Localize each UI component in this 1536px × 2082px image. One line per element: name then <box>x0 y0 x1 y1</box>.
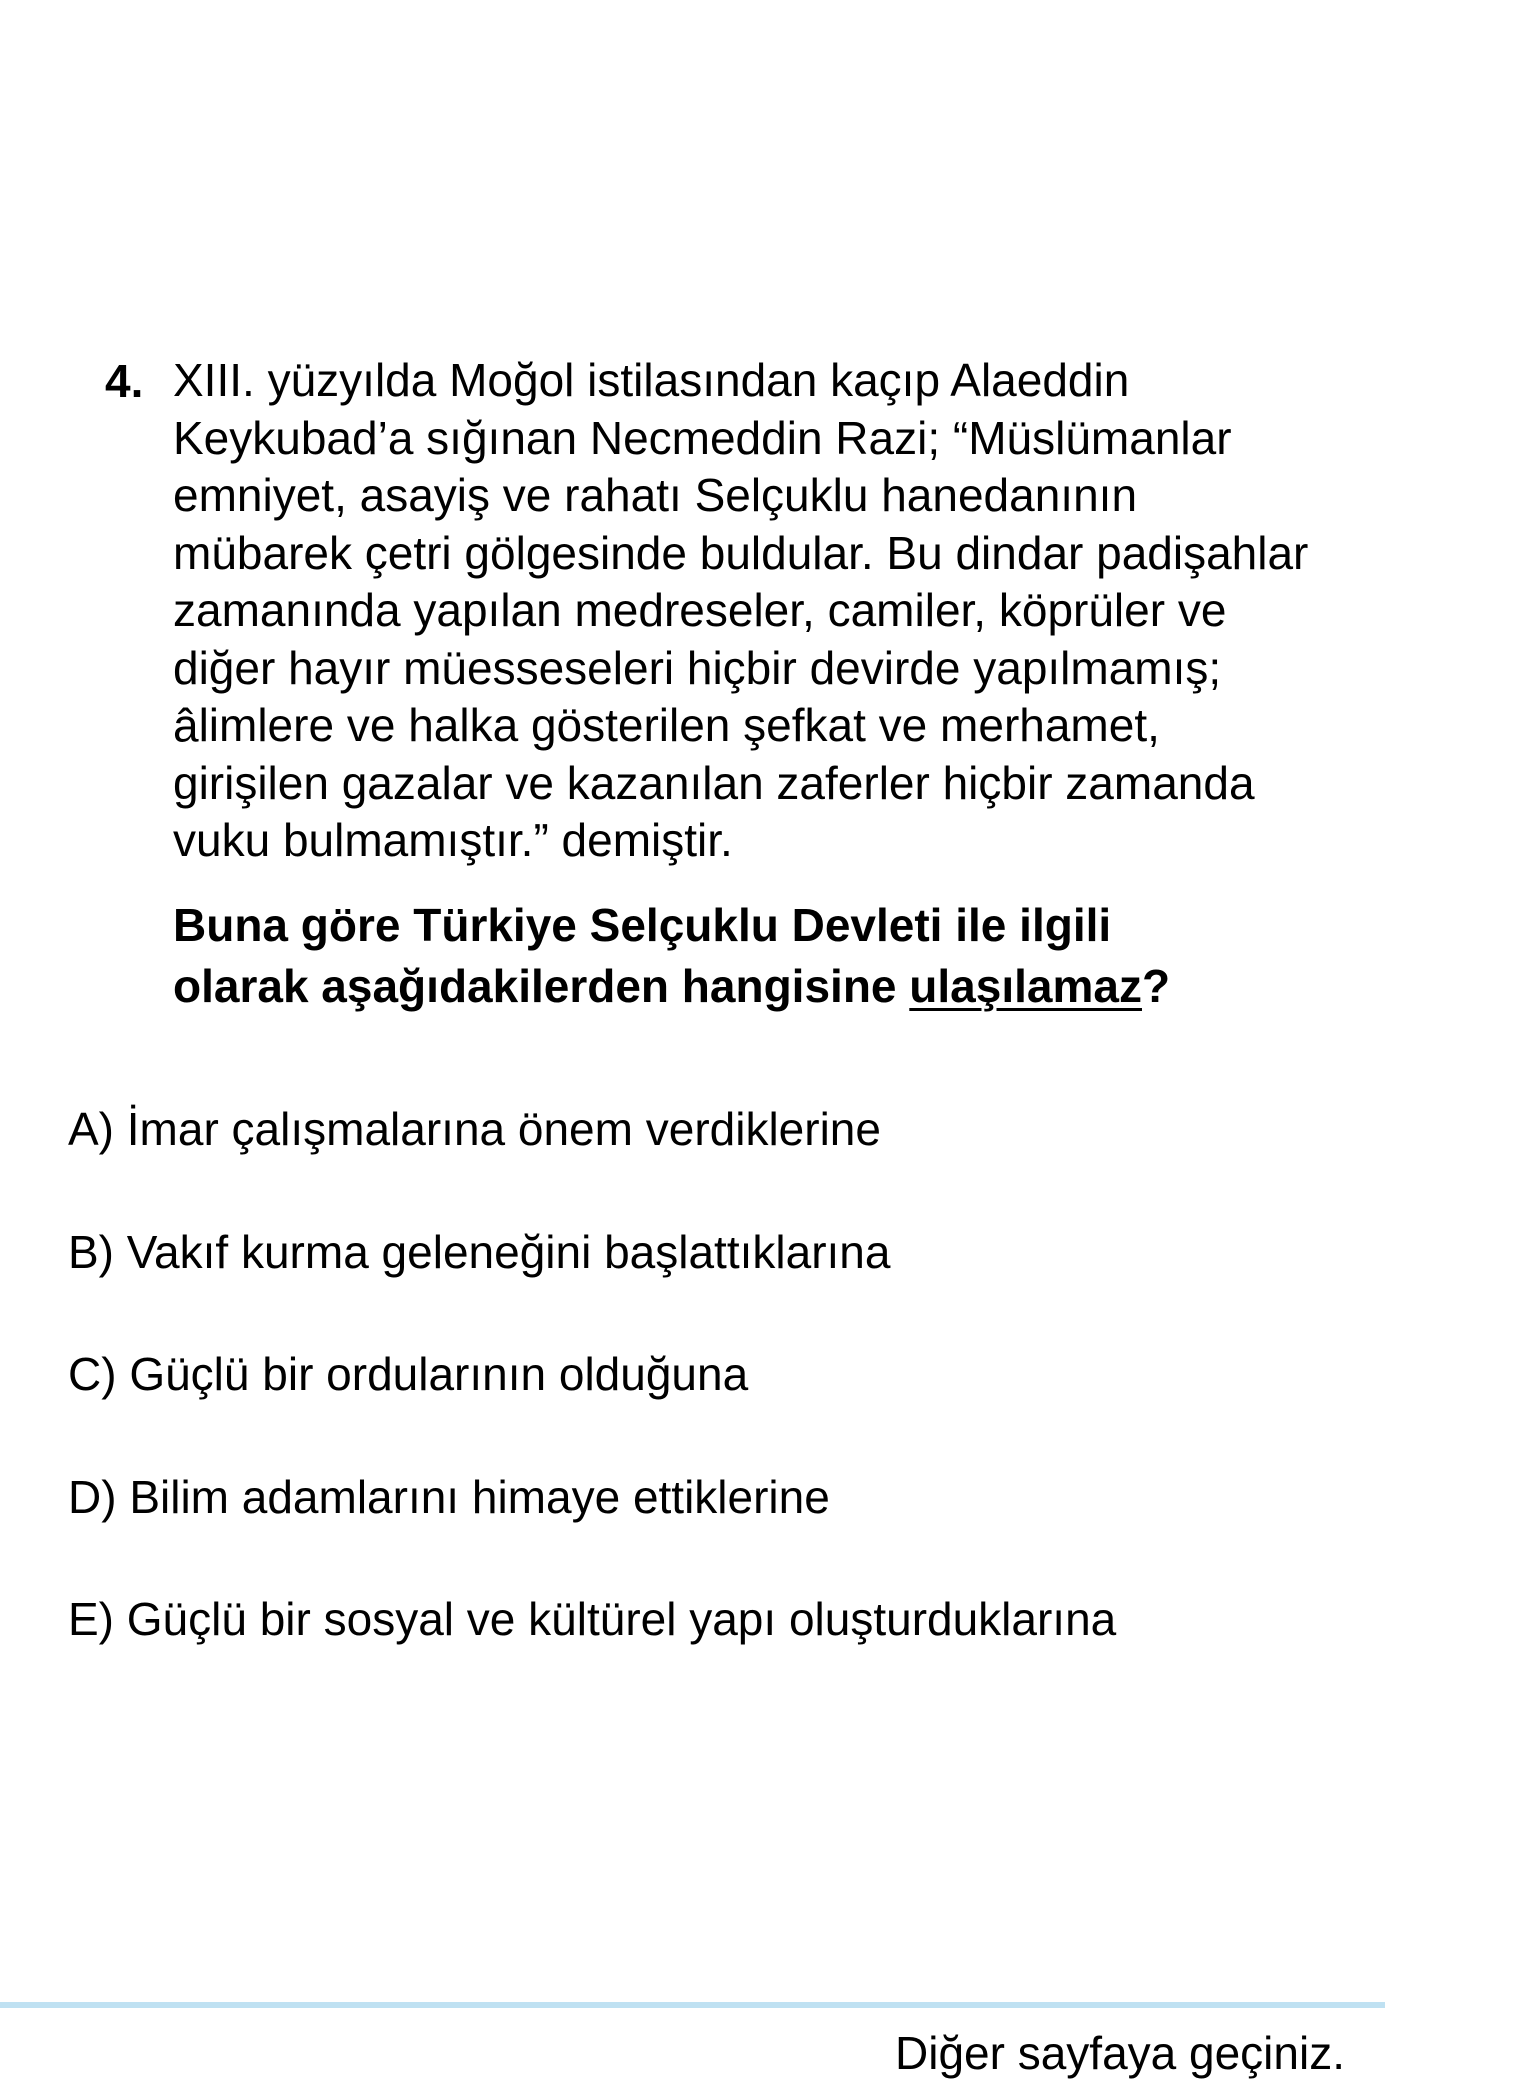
question-stem <box>173 352 1463 870</box>
prompt-question-mark: ? <box>1141 959 1171 1012</box>
stem-line: vuku bulmamıştır.” demiştir. <box>173 814 733 866</box>
footer-divider <box>0 2002 1385 2008</box>
answer-options <box>68 1100 1116 1713</box>
stem-line: Keykubad’a sığınan Necmeddin Razi; “Müslümanlar <box>173 411 1232 464</box>
prompt-underlined-word: ulaşılamaz <box>909 959 1142 1012</box>
prompt-text: olarak aşağıdakilerden hangisine <box>173 959 910 1012</box>
footer-next-page-text: Diğer sayfaya geçiniz. <box>895 2027 1345 2079</box>
prompt-line-2 <box>173 956 1463 1017</box>
stem-line: emniyet, asayiş ve rahatı Selçuklu hanedanının <box>173 469 1138 521</box>
option-d[interactable]: D) Bilim adamlarını himaye ettiklerine <box>68 1470 830 1523</box>
prompt-line-1: Buna göre Türkiye Selçuklu Devleti ile ilgili <box>173 898 1112 951</box>
question-body <box>173 352 1463 1017</box>
stem-line: XIII. yüzyılda Moğol istilasından kaçıp Alaeddin <box>173 354 1130 406</box>
option-e[interactable]: E) Güçlü bir sosyal ve kültürel yapı oluşturduklarına <box>68 1593 1117 1645</box>
option-c[interactable]: C) Güçlü bir ordularının olduğuna <box>68 1348 749 1400</box>
stem-line: âlimlere ve halka gösterilen şefkat ve merhamet, <box>173 699 1160 751</box>
option-b[interactable]: B) Vakıf kurma geleneğini başlattıklarına <box>68 1225 891 1278</box>
question-number: 4. <box>105 355 144 407</box>
stem-line: zamanında yapılan medreseler, camiler, köprüler ve <box>173 584 1227 636</box>
stem-line: mübarek çetri gölgesinde buldular. Bu dindar padişahlar <box>173 526 1309 579</box>
question-prompt <box>173 895 1463 1017</box>
stem-line: girişilen gazalar ve kazanılan zaferler hiçbir zamanda <box>173 756 1255 809</box>
option-a[interactable]: A) İmar çalışmalarına önem verdiklerine <box>68 1103 881 1155</box>
stem-line: diğer hayır müesseseleri hiçbir devirde yapılmamış; <box>173 641 1222 694</box>
